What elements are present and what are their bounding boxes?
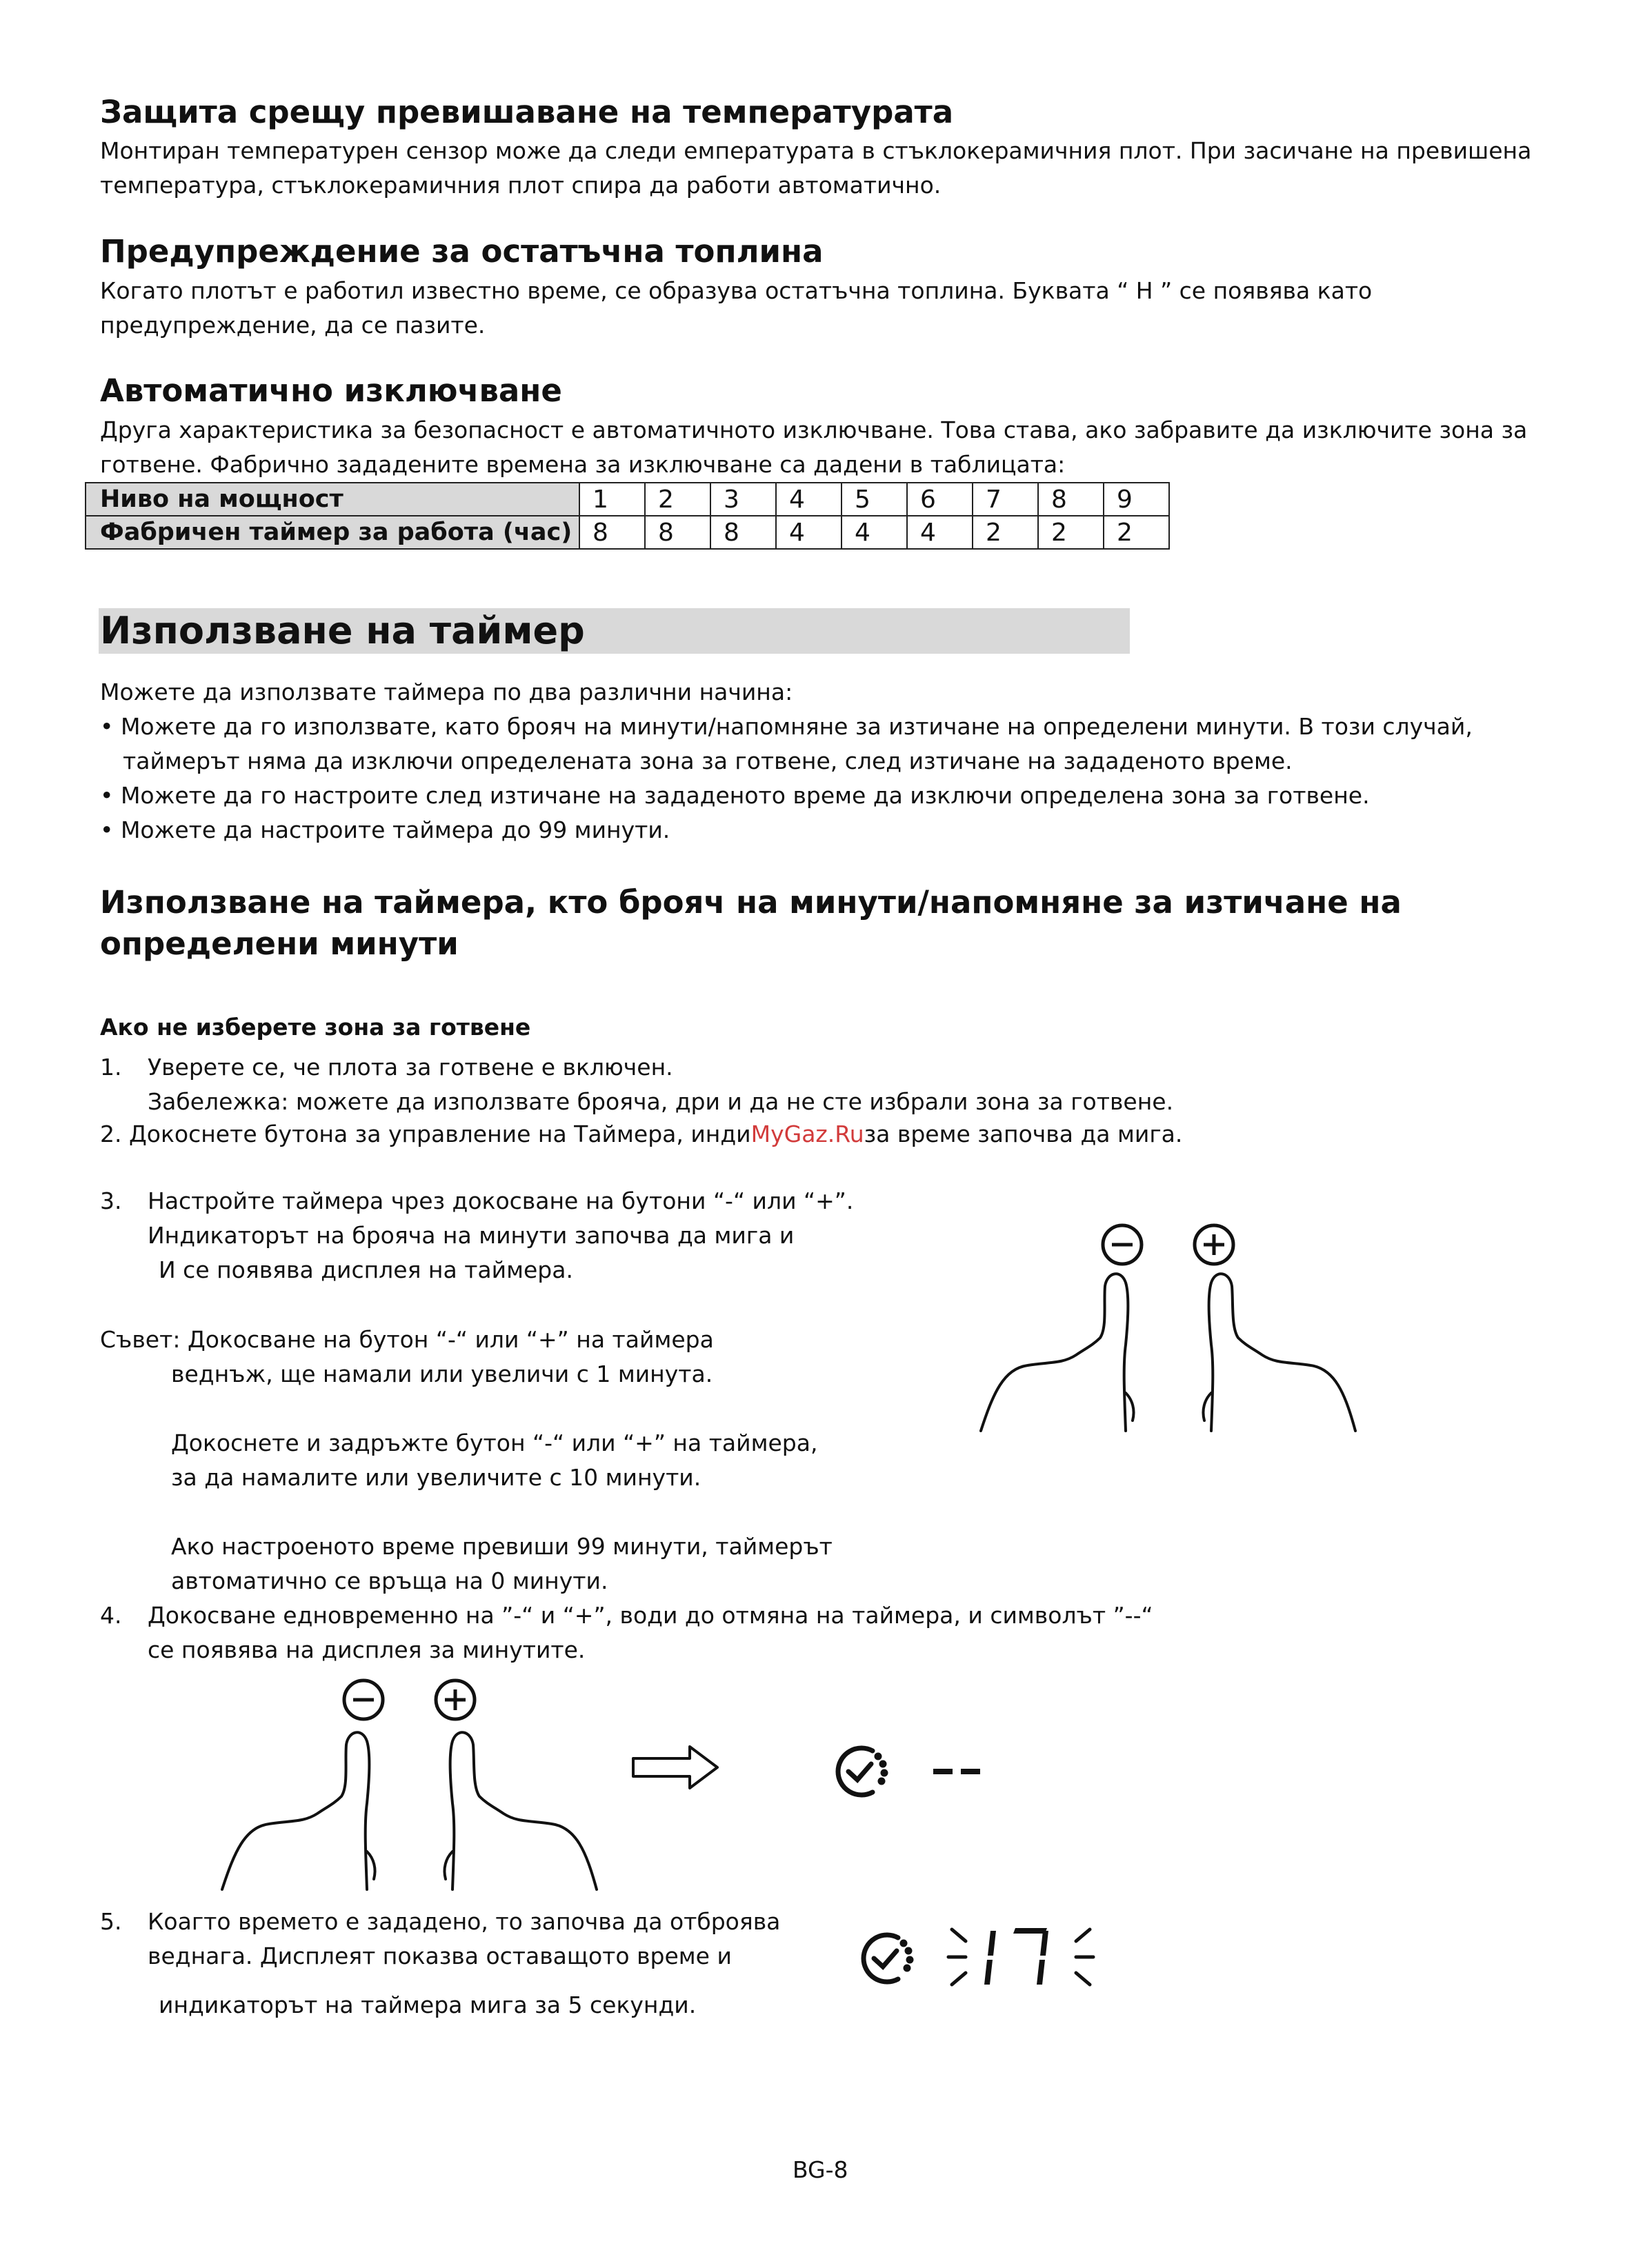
autooff-text-2: готвене. Фабрично зададените времена за изключване са дадени в таблицата: [100,451,1066,478]
table-cell: 6 [907,483,973,516]
overheat-text-1: Монтиран температурен сензор може да следи емпературата в стъклокерамичния плот. При засичане на превишена [100,137,1532,164]
display-dash [961,1769,980,1774]
table-cell: 2 [645,483,710,516]
arrow-right-icon [631,1743,721,1792]
heading-timer-bar [99,608,1130,654]
finger-hand-icon [1203,1274,1355,1431]
table-cell: 8 [645,516,710,549]
heading-minute-1: Използване на таймера, кто брояч на минути/напомняне за изтичане на [100,884,1402,921]
step-5-text-2: веднага. Дисплеят показва оставащото време и [148,1943,732,1969]
timer-countdown-display [862,1917,1104,2007]
minus-circle-icon [1103,1225,1142,1264]
residual-text-2: предупреждение, да се пазите. [100,312,486,339]
step-4-number: 4. [100,1602,122,1629]
timer-bullet-2: • Можете да го настроите след изтичане на зададеното време да изключи определена зона за готвене. [100,782,1370,809]
tip-text-5: Ако настроеното време превиши 99 минути, таймерът [171,1533,833,1560]
page-number: BG-8 [793,2156,848,2183]
tip-text-2: веднъж, ще намали или увеличи с 1 минута. [171,1361,713,1387]
heading-overheat: Защита срещу превишаване на температурата [100,94,954,130]
step-1-text: Уверете се, че плота за готвене е включен. [148,1054,673,1081]
table-cell: 2 [973,516,1038,549]
step-4-text-1: Докосване едновременно на ”-“ и “+”, води до отмяна на таймера, и символът ”--“ [148,1602,1153,1629]
timer-intro: Можете да използвате таймера по два различни начина: [100,679,793,705]
hands-cancel-illustration [214,1672,614,1893]
table-cell: 4 [776,483,842,516]
plus-circle-icon [1195,1225,1233,1264]
blink-rays-icon [948,1929,1093,1985]
step-5-text-3: индикаторът на таймера мига за 5 секунди. [159,1991,697,2018]
table-cell: 8 [710,516,776,549]
display-dash [933,1769,953,1774]
timer-bullet-3: • Можете да настроите таймера до 99 минути. [100,816,670,843]
table-cell: 5 [842,483,907,516]
step-3-text-1: Настройте таймера чрез докосване на бутони “-“ или “+”. [148,1187,854,1214]
seven-segment-digits [984,1928,1048,1985]
minus-circle-icon [344,1680,383,1719]
tip-text-3: Докоснете и задръжте бутон “-“ или “+” на таймера, [171,1429,818,1456]
step-2-text-post: за време започва да мига. [864,1121,1183,1147]
timer-check-icon [864,1935,911,1982]
step-3-number: 3. [100,1187,122,1214]
finger-hand-icon [222,1732,375,1889]
step-2 [100,1117,1182,1152]
table-cell: 9 [1104,483,1169,516]
step-1-number: 1. [100,1054,122,1081]
finger-hand-icon [444,1732,597,1889]
step-5-text-1: Коагто времето е зададено, то започва да отброява [148,1908,781,1935]
overheat-text-2: температура, стъклокерамичния плот спира да работи автоматично. [100,172,942,199]
tip-text-6: автоматично се връща на 0 минути. [171,1567,608,1594]
table-cell: 2 [1038,516,1104,549]
table-cell: 4 [842,516,907,549]
table-cell: 8 [579,516,645,549]
heading-minute-2: определени минути [100,925,459,962]
heading-autooff: Автоматично изключване [100,372,562,409]
residual-text-1: Когато плотът е работил известно време, се образува остатъчна топлина. Буквата “ H ” се появява като [100,277,1373,304]
subheading-no-zone: Ако не изберете зона за готвене [100,1014,531,1041]
tip-text-1: Съвет: Докосване на бутон “-“ или “+” на таймера [100,1326,714,1353]
table-row [86,483,1169,516]
table-cell: 3 [710,483,776,516]
step-3-text-3: И се появява дисплея на таймера. [159,1256,573,1283]
table-row [86,516,1169,549]
table-cell: 2 [1104,516,1169,549]
timer-bullet-1-cont: таймерът няма да изключи определената зона за готвене, след изтичане на зададеното време. [123,747,1293,774]
table-label-power: Ниво на мощност [86,483,579,516]
table-cell: 8 [1038,483,1104,516]
heading-residual: Предупреждение за остатъчна топлина [100,233,824,270]
power-timer-table [85,482,1170,550]
timer-check-icon [838,1748,886,1795]
watermark: MyGaz.Ru [750,1121,864,1147]
table-label-timer: Фабричен таймер за работа (час) [86,516,579,549]
autooff-text-1: Друга характеристика за безопасност е автоматичното изключване. Това става, ако забравите да изключите зона за [100,417,1528,443]
finger-hand-icon [981,1274,1134,1431]
table-cell: 4 [776,516,842,549]
heading-timer: Използване на таймер [100,609,585,652]
step-1-note: Забележка: можете да използвате брояча, дри и да не сте избрали зона за готвене. [148,1088,1174,1115]
tip-text-4: за да намалите или увеличите с 10 минути. [171,1464,701,1491]
step-5-number: 5. [100,1908,122,1935]
step-2-text-pre: 2. Докоснете бутона за управление на Таймера, инди [100,1121,751,1147]
hands-minus-plus-illustration [973,1221,1366,1441]
plus-circle-icon [436,1680,475,1719]
step-4-text-2: се появява на дисплея за минутите. [148,1636,586,1663]
table-cell: 1 [579,483,645,516]
step-3-text-2: Индикаторът на брояча на минути започва да мига и [148,1222,795,1249]
timer-cancel-display [831,1741,990,1803]
timer-bullet-1: • Можете да го използвате, като брояч на минути/напомняне за изтичане на определени минути. В този случай, [100,713,1473,740]
table-cell: 7 [973,483,1038,516]
table-cell: 4 [907,516,973,549]
